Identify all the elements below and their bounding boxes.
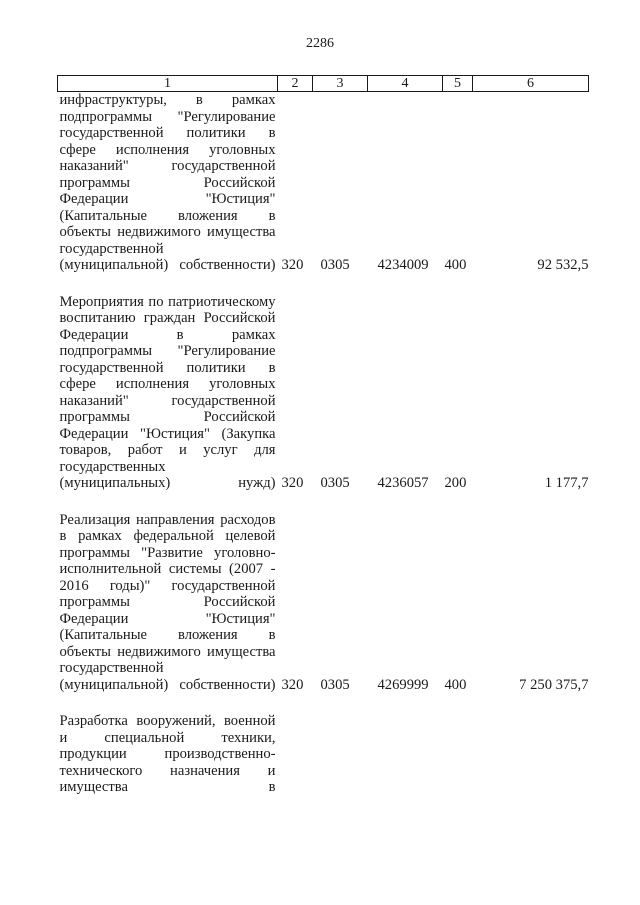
row-description: Разработка вооружений, военной и специальной техники, продукции производственно-технического назначения и имущества в — [59, 713, 276, 795]
row-amount: 7 250 375,7 — [519, 676, 589, 693]
row-section-code — [313, 713, 368, 796]
row-target-code: 4236057 — [377, 475, 429, 491]
row-description: Мероприятия по патриотическому воспитанию граждан Российской Федерации в рамках подпрограммы "Регулирование государственной политики в сфере исполнения уголовных наказаний" государственной программы Российской Федерации "Юстиция" (Закупка товаров, работ и услуг для государственных (муниципальных) нужд) — [59, 293, 276, 491]
column-header: 4 — [368, 76, 443, 92]
row-expense-type-code: 200 — [444, 475, 467, 491]
table-row — [58, 92, 589, 274]
row-ministry-code — [278, 713, 313, 796]
row-amount — [473, 713, 589, 796]
column-number-header — [58, 76, 589, 92]
column-header: 3 — [313, 76, 368, 92]
page-number: 2286 — [306, 36, 334, 51]
row-amount: 1 177,7 — [544, 475, 589, 491]
row-expense-type-code: 400 — [444, 257, 467, 273]
row-expense-type-code: 400 — [444, 676, 467, 693]
row-target-code: 4234009 — [377, 257, 429, 273]
table-row — [58, 294, 589, 492]
column-header: 5 — [443, 76, 473, 92]
table-row — [58, 512, 589, 694]
table-row — [58, 713, 589, 796]
row-target-code — [368, 713, 443, 796]
column-header: 1 — [58, 76, 278, 92]
row-target-code: 4269999 — [377, 676, 429, 693]
row-section-code: 0305 — [320, 475, 350, 491]
row-ministry-code: 320 — [281, 676, 304, 693]
row-section-code: 0305 — [320, 676, 350, 693]
column-header: 6 — [473, 76, 589, 92]
row-section-code: 0305 — [320, 257, 350, 273]
row-description: Реализация направления расходов в рамках федеральной целевой программы "Развитие уголовно-исполнительной системы (2007 - 2016 годы)" государственной программы Российской Федерации "Юстиция" (Капитальные вложения в объекты недвижимого имущества государственной (муниципальной) собственности) — [59, 511, 276, 693]
row-expense-type-code — [443, 713, 473, 796]
row-ministry-code: 320 — [281, 257, 304, 273]
row-description: инфраструктуры, в рамках подпрограммы "Регулирование государственной политики в сфере исполнения уголовных наказаний" государственной программы Российской Федерации "Юстиция" (Капитальные вложения в объекты недвижимого имущества государственной (муниципальной) собственности) — [59, 92, 276, 273]
column-header: 2 — [278, 76, 313, 92]
budget-table — [57, 75, 589, 796]
row-amount: 92 532,5 — [537, 257, 589, 273]
row-ministry-code: 320 — [281, 475, 304, 491]
